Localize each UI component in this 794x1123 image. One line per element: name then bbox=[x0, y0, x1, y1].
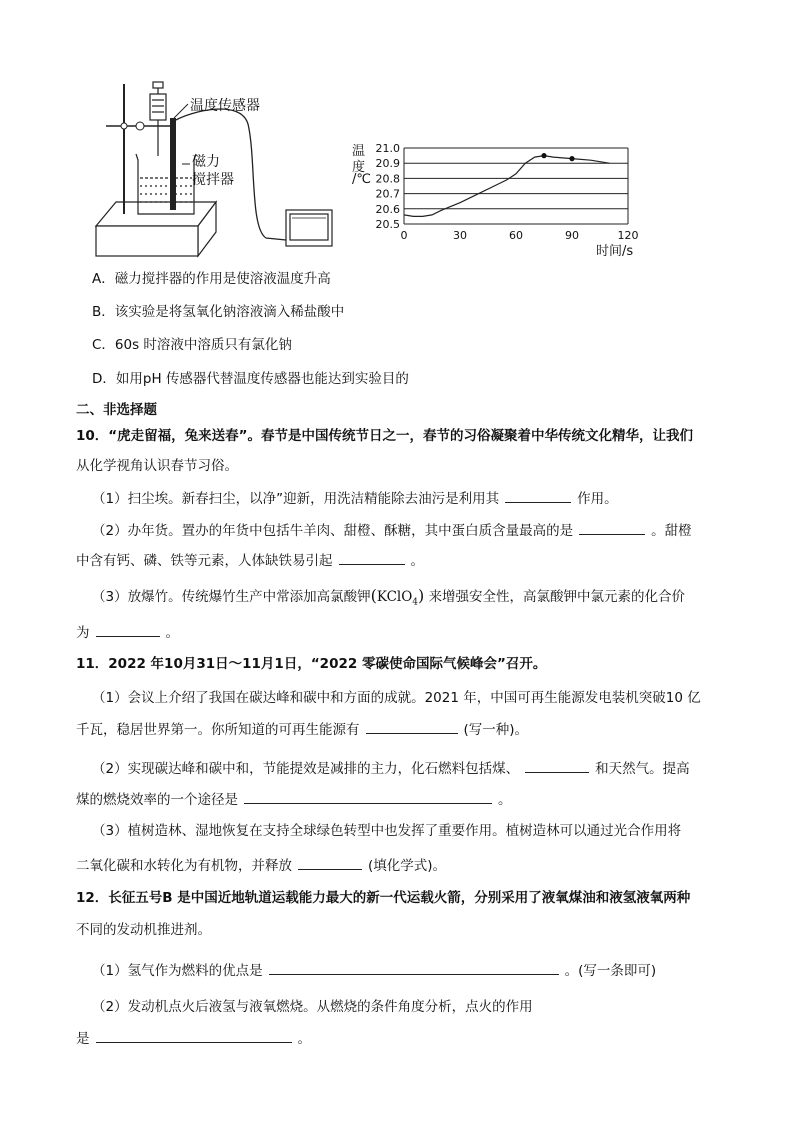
sensor-label: 温度传感器 bbox=[190, 98, 260, 114]
q12-intro-2: 不同的发动机推进剂。 bbox=[76, 922, 211, 938]
x-tick-label: 90 bbox=[565, 229, 579, 242]
q12-part1-blank[interactable] bbox=[269, 960, 559, 975]
q11-part1: （1）会议上介绍了我国在碳达峰和碳中和方面的成就。2021 年，中国可再生能源发电装机突破10 亿 bbox=[92, 690, 701, 706]
q10-part1-blank[interactable] bbox=[505, 488, 571, 503]
q10-part1: （1）扫尘埃。新春扫尘，以净”迎新，用洗洁精能除去油污是利用其 作用。 bbox=[92, 488, 618, 509]
data-point bbox=[569, 156, 574, 161]
chart-ylabel-line2: 度 bbox=[352, 160, 366, 175]
y-tick-label: 21.0 bbox=[375, 142, 400, 155]
q10-part2-blank-1[interactable] bbox=[579, 520, 645, 535]
y-tick-label: 20.5 bbox=[375, 218, 400, 231]
q11-part2-blank-2[interactable] bbox=[244, 789, 492, 804]
x-tick-label: 0 bbox=[400, 229, 408, 242]
base-block bbox=[96, 202, 216, 256]
chart-xlabel: 时间/s bbox=[596, 244, 634, 259]
q10-part3-cont: 为 。 bbox=[76, 622, 179, 643]
x-tick-label: 30 bbox=[453, 229, 467, 242]
temperature-probe bbox=[170, 118, 176, 210]
q12-intro-1: 12．长征五号B 是中国近地轨道运载能力最大的新一代运载火箭，分别采用了液氧煤油和液氢液氧两种 bbox=[76, 890, 691, 906]
kclo4-formula: KClO$_4$ bbox=[376, 589, 419, 608]
stirrer-label-line2: 搅拌器 bbox=[192, 172, 234, 188]
monitor bbox=[286, 210, 332, 246]
q10-part3: （3）放爆竹。传统爆竹生产中常添加高氯酸钾(KClO$_4$) 来增强安全性，高氯酸钾中氯元素的化合价 bbox=[92, 586, 686, 608]
q10-part2: （2）办年货。置办的年货中包括牛羊肉、甜橙、酥糖，其中蛋白质含量最高的是 。甜橙 bbox=[92, 520, 692, 541]
series-line bbox=[404, 156, 609, 217]
y-tick-label: 20.7 bbox=[375, 187, 400, 201]
q10-part2-cont: 中含有钙、磷、铁等元素，人体缺铁易引起 。 bbox=[76, 550, 424, 571]
q11-part2-cont: 煤的燃烧效率的一个途径是 。 bbox=[76, 789, 512, 810]
syringe bbox=[150, 82, 166, 156]
q10-part3-blank[interactable] bbox=[96, 622, 160, 637]
option-a: A．磁力搅拌器的作用是使溶液温度升高 bbox=[92, 271, 331, 287]
q10-part2-blank-2[interactable] bbox=[339, 550, 405, 565]
q11-part2: （2）实现碳达峰和碳中和，节能提效是减排的主力，化石燃料包括煤、 和天然气。提高 bbox=[92, 758, 690, 779]
option-c: C．60s 时溶液中溶质只有氯化钠 bbox=[92, 337, 292, 353]
option-d: D．如用pH 传感器代替温度传感器也能达到实验目的 bbox=[92, 371, 409, 387]
q12-part2-cont: 是 。 bbox=[76, 1028, 311, 1049]
y-tick-label: 20.6 bbox=[375, 202, 400, 216]
temperature-chart bbox=[344, 136, 644, 256]
q12-part1: （1）氢气作为燃料的优点是 。(写一条即可) bbox=[92, 960, 656, 981]
y-tick-label: 20.9 bbox=[375, 157, 400, 171]
y-tick-label: 20.8 bbox=[375, 172, 400, 186]
chart-ylabel-line3: /℃ bbox=[352, 172, 371, 187]
x-tick-label: 120 bbox=[617, 229, 639, 242]
q11-intro: 11．2022 年10月31日～11月1日，“2022 零碳使命国际气候峰会”召开。 bbox=[76, 656, 547, 672]
q11-part3-cont: 二氧化碳和水转化为有机物，并释放 (填化学式)。 bbox=[76, 855, 446, 876]
q10-intro-1: 10．“虎走留福，兔来送春”。春节是中国传统节日之一，春节的习俗凝聚着中华传统文化精华，让我们 bbox=[76, 428, 694, 444]
x-tick-label: 60 bbox=[509, 229, 523, 242]
q11-part1-blank[interactable] bbox=[366, 719, 458, 734]
q11-part1-cont: 千瓦，稳居世界第一。你所知道的可再生能源有 (写一种)。 bbox=[76, 719, 528, 740]
q12-part2-blank[interactable] bbox=[96, 1028, 292, 1043]
q12-part2: （2）发动机点火后液氢与液氧燃烧。从燃烧的条件角度分析，点火的作用 bbox=[92, 999, 533, 1015]
data-point bbox=[541, 153, 546, 158]
q10-intro-2: 从化学视角认识春节习俗。 bbox=[76, 458, 238, 474]
section-title: 二、非选择题 bbox=[76, 402, 157, 418]
q11-part3-blank[interactable] bbox=[298, 855, 362, 870]
q11-part3: （3）植树造林、湿地恢复在支持全球绿色转型中也发挥了重要作用。植树造林可以通过光合作用将 bbox=[92, 823, 682, 839]
option-b: B．该实验是将氢氧化钠溶液滴入稀盐酸中 bbox=[92, 304, 345, 320]
q11-part2-blank-1[interactable] bbox=[525, 758, 589, 773]
chart-ylabel-line1: 温 bbox=[352, 144, 366, 159]
stirrer-label-line1: 磁力 bbox=[192, 154, 220, 170]
